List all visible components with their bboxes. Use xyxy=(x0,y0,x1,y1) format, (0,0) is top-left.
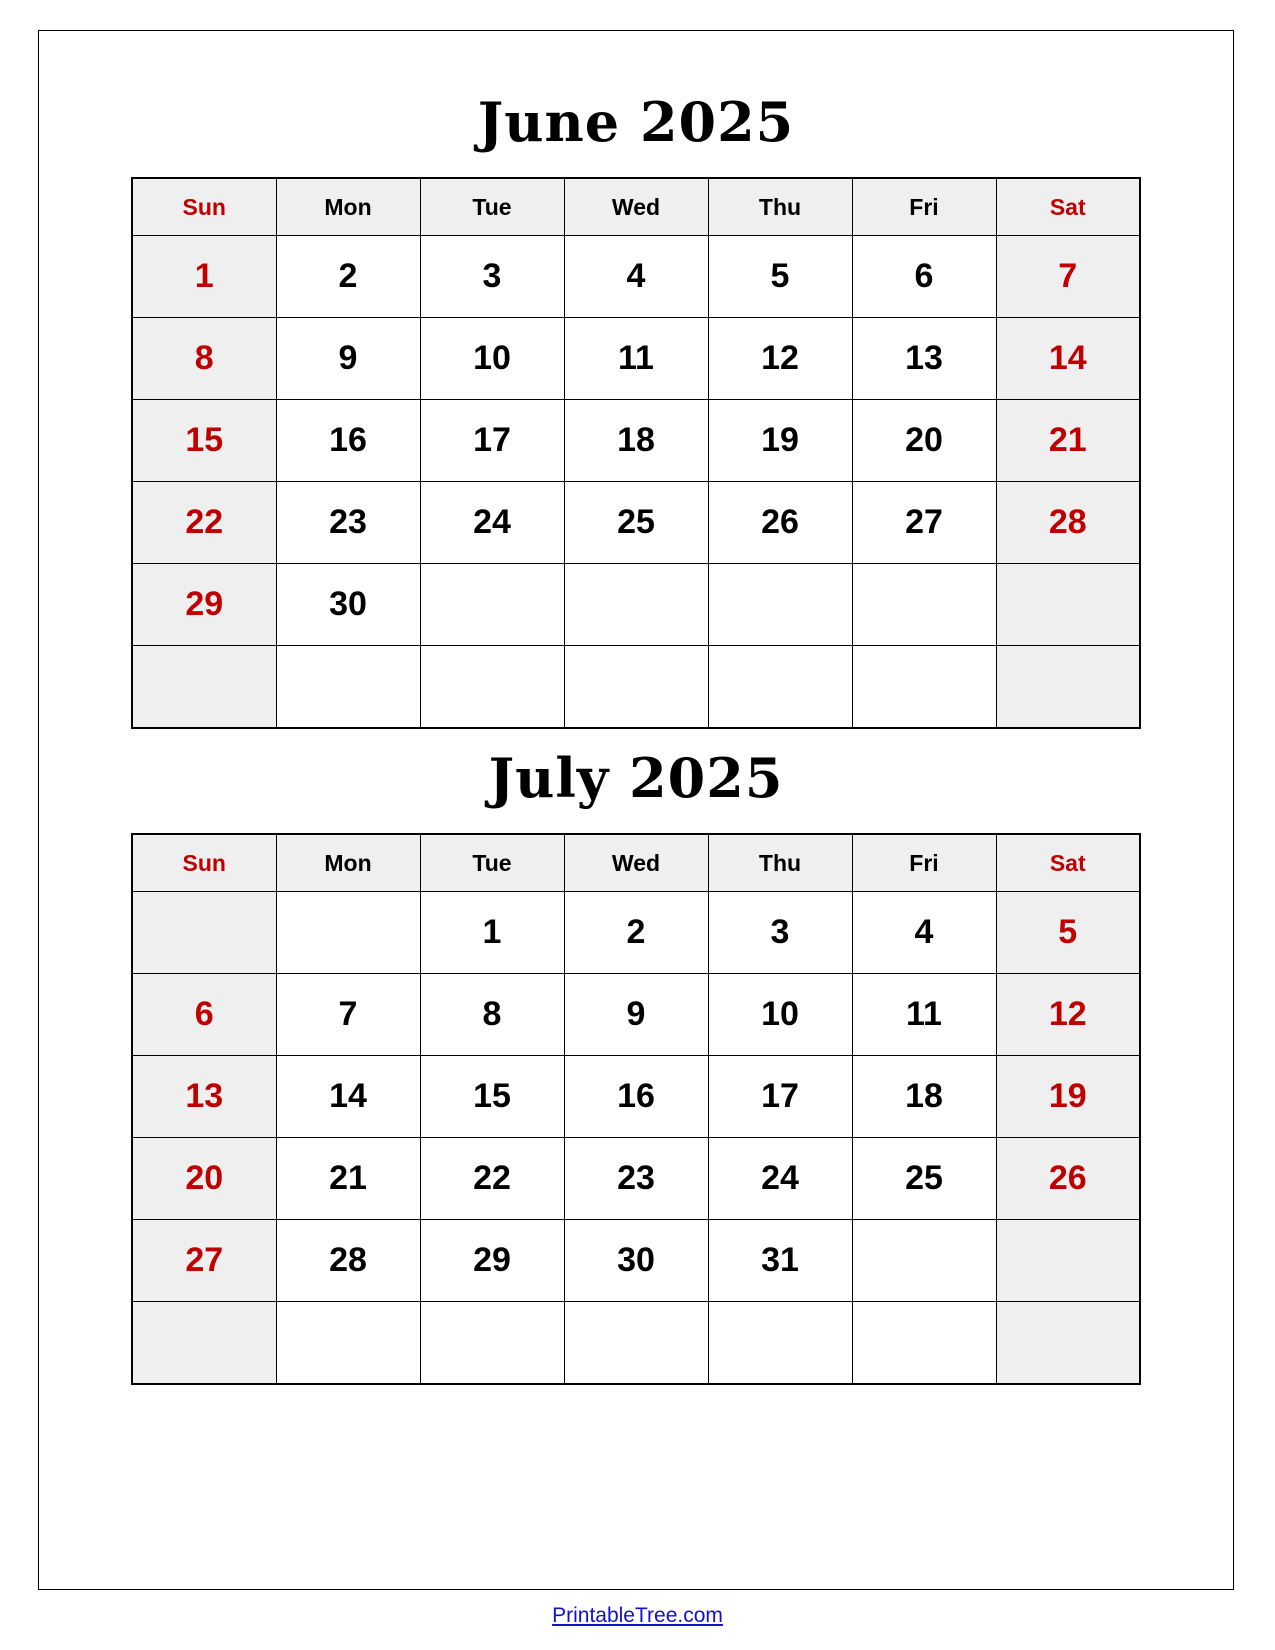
calendar-week-row xyxy=(132,482,1140,564)
calendar-week-row xyxy=(132,564,1140,646)
day-cell[interactable]: 13 xyxy=(852,318,996,400)
calendar-week-row xyxy=(132,1220,1140,1302)
day-cell[interactable]: 9 xyxy=(564,974,708,1056)
day-cell[interactable] xyxy=(708,1302,852,1385)
day-cell[interactable] xyxy=(420,564,564,646)
day-cell[interactable]: 4 xyxy=(852,892,996,974)
day-cell[interactable]: 27 xyxy=(132,1220,276,1302)
weekday-header-row xyxy=(132,834,1140,892)
calendar-week-row xyxy=(132,892,1140,974)
day-cell[interactable]: 2 xyxy=(276,236,420,318)
day-cell[interactable]: 15 xyxy=(420,1056,564,1138)
day-cell[interactable]: 28 xyxy=(996,482,1140,564)
month-block-june xyxy=(131,30,1141,729)
day-cell[interactable]: 31 xyxy=(708,1220,852,1302)
day-cell[interactable] xyxy=(852,646,996,729)
day-cell[interactable]: 14 xyxy=(996,318,1140,400)
day-cell[interactable]: 19 xyxy=(708,400,852,482)
printabletree-link[interactable]: PrintableTree.com xyxy=(552,1604,723,1627)
day-cell[interactable]: 18 xyxy=(564,400,708,482)
day-cell[interactable]: 10 xyxy=(420,318,564,400)
calendar-week-row xyxy=(132,400,1140,482)
day-cell[interactable] xyxy=(132,892,276,974)
weekday-header-wed: Wed xyxy=(564,834,708,892)
calendar-week-row xyxy=(132,318,1140,400)
day-cell[interactable]: 26 xyxy=(708,482,852,564)
page-title-july: July 2025 xyxy=(488,746,784,810)
day-cell[interactable]: 12 xyxy=(996,974,1140,1056)
day-cell[interactable]: 21 xyxy=(276,1138,420,1220)
day-cell[interactable]: 25 xyxy=(564,482,708,564)
day-cell[interactable] xyxy=(420,1302,564,1385)
day-cell[interactable]: 2 xyxy=(564,892,708,974)
day-cell[interactable]: 9 xyxy=(276,318,420,400)
day-cell[interactable]: 11 xyxy=(564,318,708,400)
calendar-week-row xyxy=(132,1056,1140,1138)
calendar-week-row xyxy=(132,1138,1140,1220)
day-cell[interactable]: 10 xyxy=(708,974,852,1056)
weekday-header-row xyxy=(132,178,1140,236)
day-cell[interactable] xyxy=(564,564,708,646)
day-cell[interactable] xyxy=(996,646,1140,729)
day-cell[interactable] xyxy=(708,564,852,646)
day-cell[interactable]: 12 xyxy=(708,318,852,400)
calendar-week-row xyxy=(132,236,1140,318)
day-cell[interactable] xyxy=(420,646,564,729)
day-cell[interactable]: 17 xyxy=(420,400,564,482)
day-cell[interactable]: 4 xyxy=(564,236,708,318)
calendar-week-row xyxy=(132,974,1140,1056)
day-cell[interactable] xyxy=(564,1302,708,1385)
weekday-header-fri: Fri xyxy=(852,834,996,892)
day-cell[interactable] xyxy=(276,1302,420,1385)
day-cell[interactable] xyxy=(276,892,420,974)
day-cell[interactable]: 3 xyxy=(420,236,564,318)
weekday-header-wed: Wed xyxy=(564,178,708,236)
day-cell[interactable]: 23 xyxy=(564,1138,708,1220)
day-cell[interactable]: 5 xyxy=(708,236,852,318)
day-cell[interactable] xyxy=(852,564,996,646)
day-cell[interactable] xyxy=(276,646,420,729)
day-cell[interactable] xyxy=(996,564,1140,646)
day-cell[interactable]: 27 xyxy=(852,482,996,564)
weekday-header-mon: Mon xyxy=(276,834,420,892)
weekday-header-thu: Thu xyxy=(708,834,852,892)
day-cell[interactable]: 8 xyxy=(420,974,564,1056)
day-cell[interactable]: 11 xyxy=(852,974,996,1056)
weekday-header-sun: Sun xyxy=(132,834,276,892)
weekday-header-thu: Thu xyxy=(708,178,852,236)
day-cell[interactable] xyxy=(852,1220,996,1302)
day-cell[interactable]: 15 xyxy=(132,400,276,482)
calendar-table-june xyxy=(131,177,1141,729)
day-cell[interactable] xyxy=(132,1302,276,1385)
day-cell[interactable]: 29 xyxy=(132,564,276,646)
footer xyxy=(0,1604,1275,1628)
day-cell[interactable]: 17 xyxy=(708,1056,852,1138)
day-cell[interactable]: 28 xyxy=(276,1220,420,1302)
day-cell[interactable]: 1 xyxy=(132,236,276,318)
day-cell[interactable]: 26 xyxy=(996,1138,1140,1220)
day-cell[interactable]: 5 xyxy=(996,892,1140,974)
day-cell[interactable]: 3 xyxy=(708,892,852,974)
day-cell[interactable]: 16 xyxy=(276,400,420,482)
day-cell[interactable]: 20 xyxy=(852,400,996,482)
day-cell[interactable]: 24 xyxy=(708,1138,852,1220)
day-cell[interactable] xyxy=(996,1302,1140,1385)
day-cell[interactable]: 18 xyxy=(852,1056,996,1138)
day-cell[interactable]: 7 xyxy=(276,974,420,1056)
day-cell[interactable]: 6 xyxy=(132,974,276,1056)
day-cell[interactable]: 14 xyxy=(276,1056,420,1138)
day-cell[interactable]: 30 xyxy=(276,564,420,646)
day-cell[interactable]: 1 xyxy=(420,892,564,974)
weekday-header-fri: Fri xyxy=(852,178,996,236)
day-cell[interactable] xyxy=(996,1220,1140,1302)
weekday-header-sat: Sat xyxy=(996,834,1140,892)
day-cell[interactable]: 6 xyxy=(852,236,996,318)
calendar-table-july xyxy=(131,833,1141,1385)
weekday-header-tue: Tue xyxy=(420,178,564,236)
day-cell[interactable]: 20 xyxy=(132,1138,276,1220)
day-cell[interactable]: 22 xyxy=(132,482,276,564)
calendar-week-row xyxy=(132,646,1140,729)
day-cell[interactable] xyxy=(708,646,852,729)
day-cell[interactable] xyxy=(852,1302,996,1385)
weekday-header-sat: Sat xyxy=(996,178,1140,236)
weekday-header-sun: Sun xyxy=(132,178,276,236)
day-cell[interactable] xyxy=(132,646,276,729)
day-cell[interactable]: 24 xyxy=(420,482,564,564)
month-block-july xyxy=(131,729,1141,1385)
day-cell[interactable]: 29 xyxy=(420,1220,564,1302)
day-cell[interactable]: 19 xyxy=(996,1056,1140,1138)
weekday-header-tue: Tue xyxy=(420,834,564,892)
day-cell[interactable]: 30 xyxy=(564,1220,708,1302)
day-cell[interactable]: 16 xyxy=(564,1056,708,1138)
page-title-june: June 2025 xyxy=(477,90,795,154)
day-cell[interactable]: 21 xyxy=(996,400,1140,482)
day-cell[interactable]: 8 xyxy=(132,318,276,400)
day-cell[interactable]: 23 xyxy=(276,482,420,564)
calendar-page xyxy=(38,30,1234,1590)
day-cell[interactable] xyxy=(564,646,708,729)
day-cell[interactable]: 25 xyxy=(852,1138,996,1220)
calendar-week-row xyxy=(132,1302,1140,1385)
day-cell[interactable]: 13 xyxy=(132,1056,276,1138)
day-cell[interactable]: 7 xyxy=(996,236,1140,318)
day-cell[interactable]: 22 xyxy=(420,1138,564,1220)
weekday-header-mon: Mon xyxy=(276,178,420,236)
